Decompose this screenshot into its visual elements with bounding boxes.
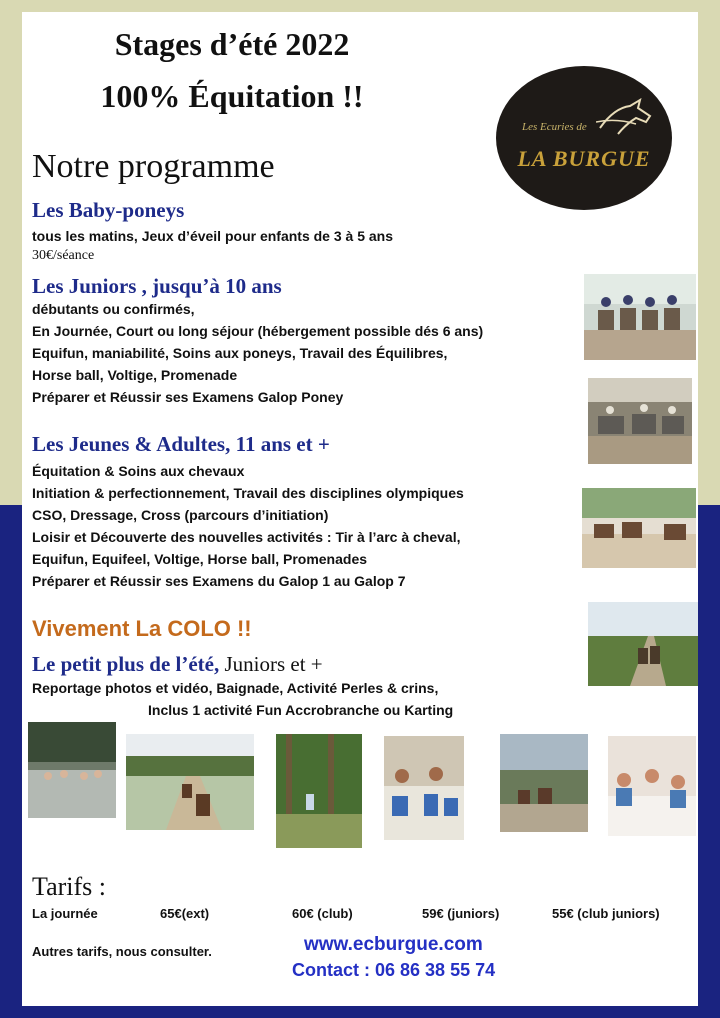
autres-tarifs: Autres tarifs, nous consulter. xyxy=(32,944,212,959)
adults-line: Équitation & Soins aux chevaux xyxy=(32,463,245,479)
tarif-item: La journée xyxy=(32,906,98,921)
extra-title-rest: Juniors et + xyxy=(219,652,323,676)
juniors-line: Préparer et Réussir ses Examens Galop Poney xyxy=(32,389,344,405)
tarif-item: 59€ (juniors) xyxy=(422,906,500,921)
photo-vineyard-ride xyxy=(588,602,698,686)
adults-line: CSO, Dressage, Cross (parcours d’initiation) xyxy=(32,507,329,523)
tarif-item: 65€(ext) xyxy=(160,906,210,921)
extra-title-bold: Le petit plus de l’été, xyxy=(32,652,220,676)
extra-line-2: Inclus 1 activité Fun Accrobranche ou Karting xyxy=(148,702,454,718)
contact-phone[interactable]: Contact : 06 86 38 55 74 xyxy=(292,960,496,980)
logo-small-text: Les Ecuries de xyxy=(522,121,587,133)
logo-big-text: LA BURGUE xyxy=(517,146,651,171)
colo-heading: Vivement La COLO !! xyxy=(32,616,252,641)
program-heading: Notre programme xyxy=(32,148,275,185)
juniors-line: Horse ball, Voltige, Promenade xyxy=(32,367,238,383)
photo-countryside-ride xyxy=(126,734,254,830)
photo-outdoor-riders xyxy=(582,488,696,568)
adults-line: Préparer et Réussir ses Examens du Galop 1 au Galop 7 xyxy=(32,573,406,589)
horse-head-icon xyxy=(596,98,654,138)
tarif-item: 55€ (club juniors) xyxy=(552,906,660,921)
flyer-sheet xyxy=(22,12,698,1006)
adults-line: Initiation & perfectionnement, Travail des disciplines olympiques xyxy=(32,485,464,501)
adults-line: Loisir et Découverte des nouvelles activités : Tir à l’arc à cheval, xyxy=(32,529,461,545)
section-juniors-title: Les Juniors , jusqu’à 10 ans xyxy=(32,274,282,298)
tarifs-heading: Tarifs : xyxy=(32,872,106,901)
photo-juniors-group xyxy=(584,274,696,360)
tarif-item: 60€ (club) xyxy=(292,906,353,921)
adults-line: Equifun, Equifeel, Voltige, Horse ball, Promenades xyxy=(32,551,368,567)
title-line-1: Stages d’été 2022 xyxy=(114,26,350,62)
photo-forest-ride xyxy=(500,734,588,832)
extra-line-1: Reportage photos et vidéo, Baignade, Activité Perles & crins, xyxy=(32,680,439,696)
section-extra-title xyxy=(32,652,323,677)
photo-forest xyxy=(276,734,362,848)
title-line-2: 100% Équitation !! xyxy=(100,78,364,114)
photo-kids-table xyxy=(608,736,696,836)
juniors-line: En Journée, Court ou long séjour (hébergement possible dés 6 ans) xyxy=(32,323,484,339)
photo-crafts xyxy=(384,736,464,840)
baby-line: tous les matins, Jeux d’éveil pour enfants de 3 à 5 ans xyxy=(32,228,394,244)
juniors-line: Equifun, maniabilité, Soins aux poneys, Travail des Équilibres, xyxy=(32,345,448,361)
website-link[interactable]: www.ecburgue.com xyxy=(304,934,483,955)
section-adults-title: Les Jeunes & Adultes, 11 ans et + xyxy=(32,432,330,456)
ecuries-logo xyxy=(496,66,672,210)
juniors-line: débutants ou confirmés, xyxy=(32,301,195,317)
photo-swimming xyxy=(28,722,116,818)
photo-indoor-arena xyxy=(588,378,692,464)
section-baby-title: Les Baby-poneys xyxy=(32,198,185,222)
baby-price: 30€/séance xyxy=(32,248,95,263)
